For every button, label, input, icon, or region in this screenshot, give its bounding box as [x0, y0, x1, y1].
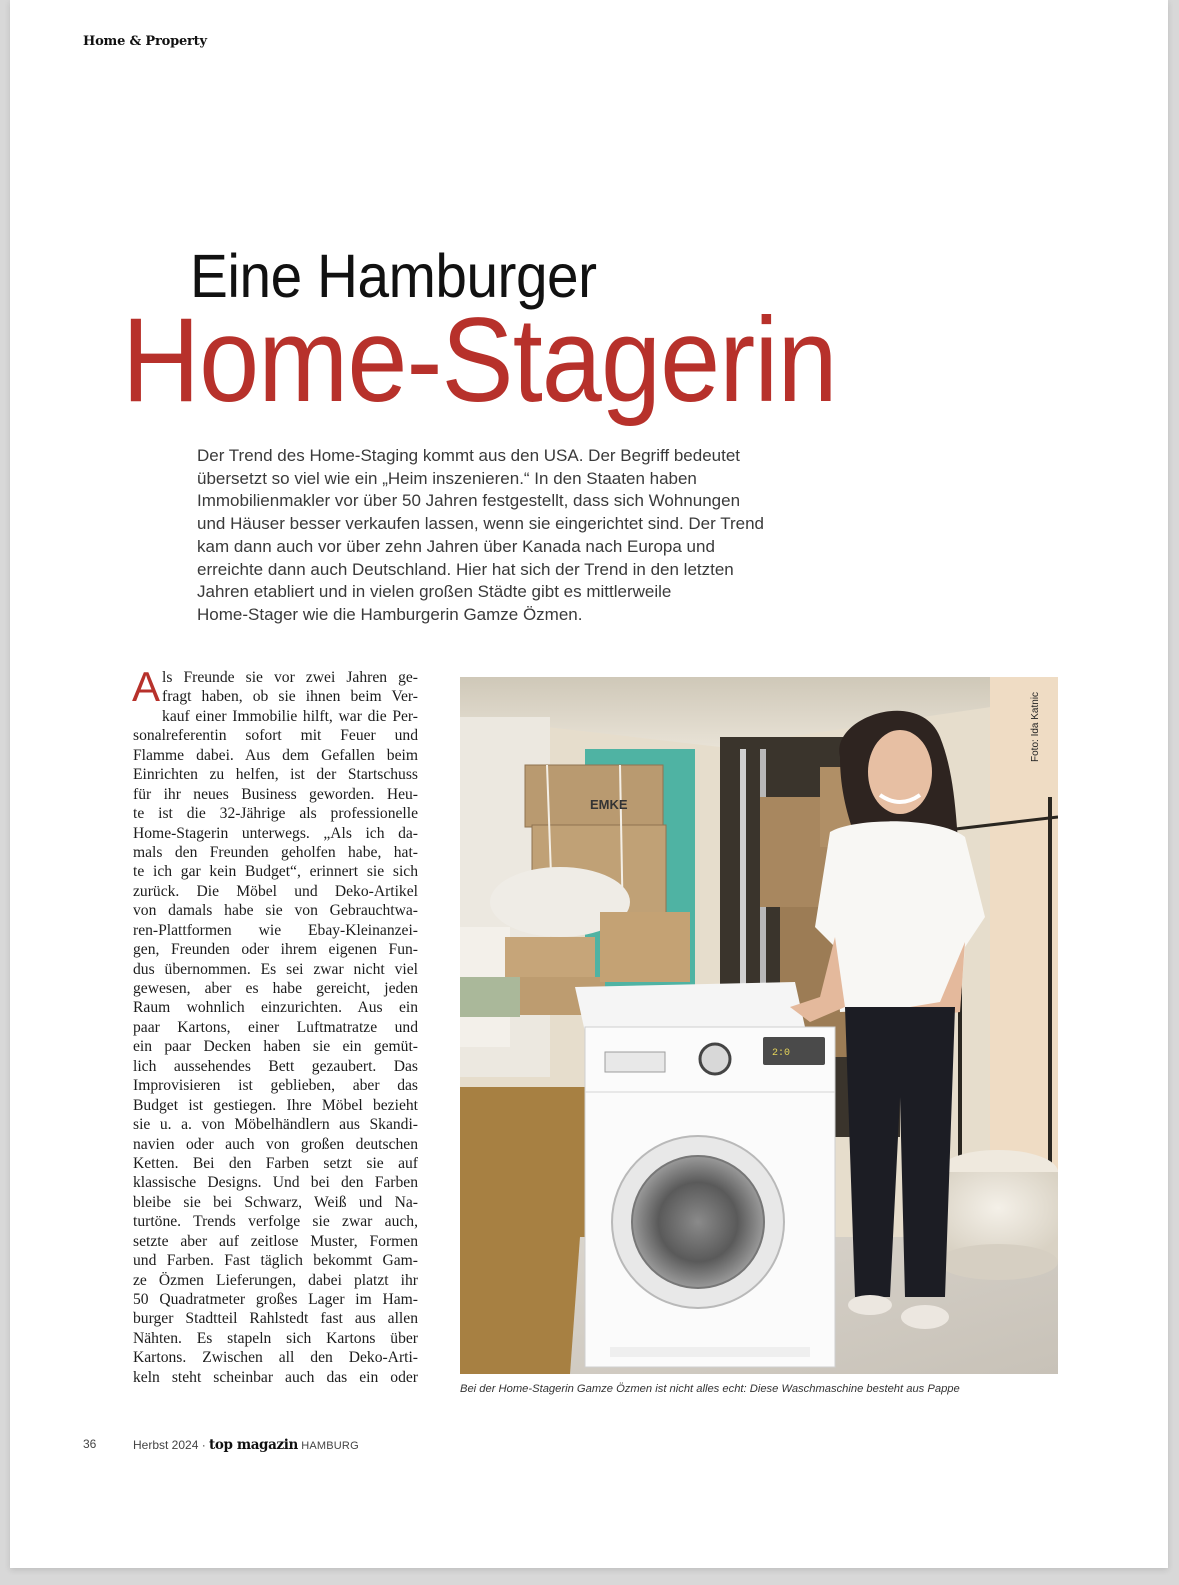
- body-line: sie u. a. von Möbelhändlern aus Skandi-: [133, 1116, 418, 1134]
- body-line: navien oder auch von großen deutschen: [133, 1135, 418, 1153]
- body-line: klassische Designs. Und bei den Farben: [133, 1174, 418, 1192]
- article-kicker: Eine Hamburger: [190, 242, 597, 310]
- body-line: Improvisieren ist geblieben, aber das: [133, 1077, 418, 1095]
- body-line: ls Freunde sie vor zwei Jahren ge-: [162, 669, 418, 686]
- intro-line: und Häuser besser verkaufen lassen, wenn sie eingerichtet sind. Der Trend: [197, 514, 764, 534]
- body-line: für ihr neues Business geworden. Heu-: [133, 785, 418, 803]
- body-line: kauf einer Immobilie hilft, war die Per-: [162, 707, 418, 725]
- article-intro: [197, 445, 807, 627]
- body-line: Raum wohnlich einzurichten. Aus ein: [133, 999, 418, 1017]
- body-line: sonalreferentin sofort mit Feuer und: [133, 727, 418, 745]
- page-number: 36: [83, 1437, 97, 1451]
- body-line: ren-Plattformen wie Ebay-Kleinanzei-: [133, 921, 418, 939]
- body-line: von damals habe sie von Gebrauchtwa-: [133, 902, 418, 920]
- intro-line: erreichte dann auch Deutschland. Hier hat sich der Trend in den letzten: [197, 559, 734, 579]
- body-line: fragt haben, ob sie ihnen beim Ver-: [162, 688, 418, 706]
- drop-cap: A: [132, 663, 161, 710]
- body-line: setzte aber auf zeitlose Muster, Formen: [133, 1232, 418, 1250]
- article-body-column: [132, 663, 418, 1387]
- intro-line: Der Trend des Home-Staging kommt aus den USA. Der Begriff bedeutet: [197, 446, 741, 465]
- body-line: gewesen, aber es habe gereicht, jeden: [133, 980, 418, 997]
- body-line: gen, Freunden oder ihrem eigenen Fun-: [133, 941, 418, 959]
- body-line: zurück. Die Möbel und Deko-Artikel: [133, 882, 418, 900]
- body-line: ein paar Decken haben sie ein gemüt-: [133, 1038, 418, 1056]
- issue-info: [133, 1437, 359, 1453]
- body-line: dus übernommen. Es sei zwar nicht viel: [133, 960, 418, 978]
- photo-credit: Foto: Ida Katnic: [1030, 691, 1041, 762]
- intro-line: kam dann auch vor über zehn Jahren über Kanada nach Europa und: [197, 536, 715, 556]
- section-rubric: Home & Property: [83, 34, 207, 49]
- body-line: lich aussehendes Bett gezaubert. Das: [133, 1057, 418, 1075]
- magazine-page: [10, 0, 1168, 1568]
- box-label: EMKE: [590, 797, 628, 812]
- body-line: bleibe sie bei Schwarz, Weiß und Na-: [133, 1193, 418, 1211]
- intro-line: Jahren etabliert und in vielen großen Städte gibt es mittlerweile: [197, 582, 672, 602]
- body-line: Budget ist gestiegen. Ihre Möbel bezieht: [133, 1096, 418, 1114]
- body-line: 50 Quadratmeter großes Lager im Ham-: [133, 1291, 418, 1308]
- body-line: turtöne. Trends verfolge sie zwar auch,: [133, 1213, 418, 1231]
- article-photo: [460, 677, 1058, 1374]
- issue-season: Herbst 2024 ·: [133, 1438, 210, 1452]
- photo-caption: Bei der Home-Stagerin Gamze Özmen ist nicht alles echt: Diese Waschmaschine besteht aus Pappe: [460, 1383, 960, 1395]
- body-line: Einrichten zu helfen, ist der Startschuss: [133, 766, 418, 784]
- body-line: und Farben. Fast täglich bekommt Gam-: [133, 1252, 418, 1270]
- body-line: Kartons. Zwischen all den Deko-Arti-: [133, 1349, 418, 1367]
- body-line: Nähten. Es stapeln sich Kartons über: [133, 1329, 418, 1347]
- body-line: Ketten. Bei den Farben setzt sie auf: [133, 1154, 418, 1172]
- intro-line: Immobilienmakler vor über 50 Jahren festgestellt, dass sich Wohnungen: [197, 491, 741, 511]
- body-line: te ist die 32-Jährige als professionelle: [133, 805, 418, 823]
- magazine-city: HAMBURG: [301, 1440, 359, 1452]
- article-headline: Home-Stagerin: [122, 293, 837, 427]
- body-line: te ich gar kein Budget“, erinnert sie sich: [133, 863, 418, 881]
- magazine-brand: top magazin: [209, 1437, 298, 1453]
- body-line: Home-Stagerin unterwegs. „Als ich da-: [133, 824, 418, 842]
- body-line: paar Kartons, einer Luftmatratze und: [133, 1018, 418, 1036]
- body-line: Flamme dabei. Aus dem Gefallen beim: [133, 746, 418, 764]
- body-line: mals den Freunden geholfen habe, hat-: [133, 843, 418, 861]
- machine-display: 2:0: [772, 1048, 791, 1059]
- intro-line: übersetzt so viel wie ein „Heim inszenieren.“ In den Staaten haben: [197, 468, 697, 488]
- body-line: burger Stadtteil Rahlstedt fast aus allen: [133, 1310, 418, 1328]
- body-line: keln steht scheinbar auch das ein oder: [133, 1368, 418, 1386]
- body-line: ze Özmen Lieferungen, dabei platzt ihr: [133, 1271, 418, 1289]
- photo-illustration: [460, 677, 1058, 1374]
- intro-line: Home-Stager wie die Hamburgerin Gamze Özmen.: [197, 604, 583, 624]
